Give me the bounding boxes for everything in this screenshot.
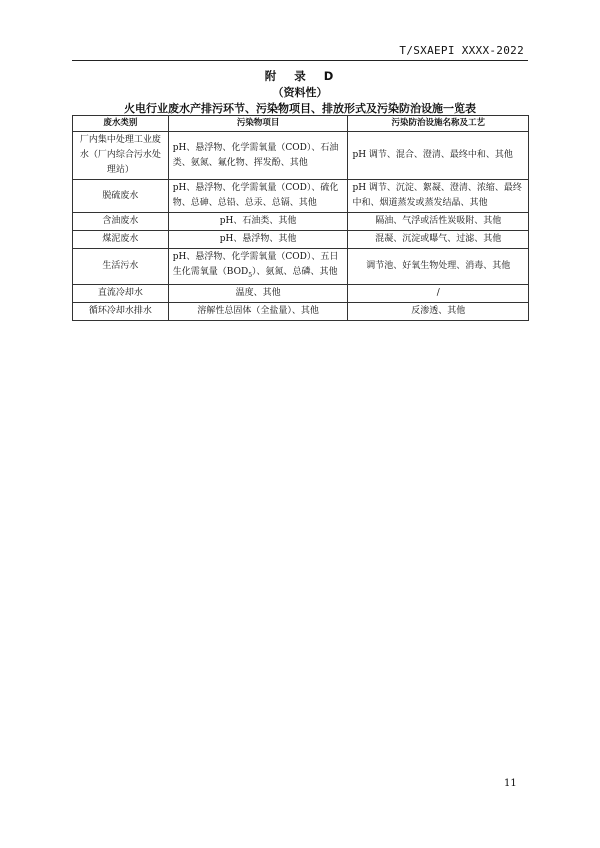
table-row: [73, 180, 529, 213]
table-row: [73, 132, 529, 180]
table-row: [73, 249, 529, 285]
cell-category: 循环冷却水排水: [73, 302, 169, 320]
cell-pollutants: pH、悬浮物、其他: [168, 231, 348, 249]
cell-treatment: 反渗透、其他: [348, 302, 529, 320]
cell-pollutants: pH、石油类、其他: [168, 213, 348, 231]
cell-pollutants: [168, 249, 348, 285]
cell-treatment: 混凝、沉淀或曝气、过滤、其他: [348, 231, 529, 249]
cell-category: 煤泥废水: [73, 231, 169, 249]
cell-treatment: 调节池、好氧生物处理、消毒、其他: [348, 249, 529, 285]
cell-category: 直流冷却水: [73, 284, 169, 302]
table-header-row: [73, 116, 529, 132]
cell-treatment: pH 调节、混合、澄清、最终中和、其他: [348, 132, 529, 180]
bod-subscript: 5: [248, 271, 253, 279]
cell-treatment: /: [348, 284, 529, 302]
cell-pollutants: pH、悬浮物、化学需氧量（COD）、石油类、氨氮、氟化物、挥发酚、其他: [168, 132, 348, 180]
page-number: 11: [504, 778, 517, 789]
table-row: [73, 231, 529, 249]
cell-category: 含油废水: [73, 213, 169, 231]
header-rule: [72, 60, 528, 61]
cell-treatment: 隔油、气浮或活性炭吸附、其他: [348, 213, 529, 231]
cell-pollutants: 溶解性总固体（全盐量）、其他: [168, 302, 348, 320]
header-treatment: 污染防治设施名称及工艺: [348, 116, 529, 132]
appendix-label: 附 录 D: [264, 69, 336, 83]
cell-pollutants: pH、悬浮物、化学需氧量（COD）、硫化物、总砷、总铅、总汞、总镉、其他: [168, 180, 348, 213]
table-row: [73, 213, 529, 231]
header-pollutants: 污染物项目: [168, 116, 348, 132]
appendix-nature: （资料性）: [272, 86, 328, 99]
table-row: [73, 302, 529, 320]
cell-category: 生活污水: [73, 249, 169, 285]
pollutants-text-prefix: pH、悬浮物、化学需氧量（COD）、五日生化需氧量（BOD: [172, 252, 339, 277]
cell-category: 厂内集中处理工业废水（厂内综合污水处理站）: [73, 132, 169, 180]
standard-code: T/SXAEPI XXXX-2022: [399, 44, 524, 57]
table-row: [73, 284, 529, 302]
wastewater-table: [72, 115, 529, 321]
header-category: 废水类别: [73, 116, 169, 132]
pollutants-text-suffix: ）、氨氮、总磷、其他: [252, 267, 338, 277]
table-title: 火电行业废水产排污环节、污染物项目、排放形式及污染防治设施一览表: [124, 102, 476, 115]
cell-treatment: pH 调节、沉淀、絮凝、澄清、浓缩、最终中和、烟道蒸发或蒸发结晶、其他: [348, 180, 529, 213]
cell-category: 脱硫废水: [73, 180, 169, 213]
cell-pollutants: 温度、其他: [168, 284, 348, 302]
